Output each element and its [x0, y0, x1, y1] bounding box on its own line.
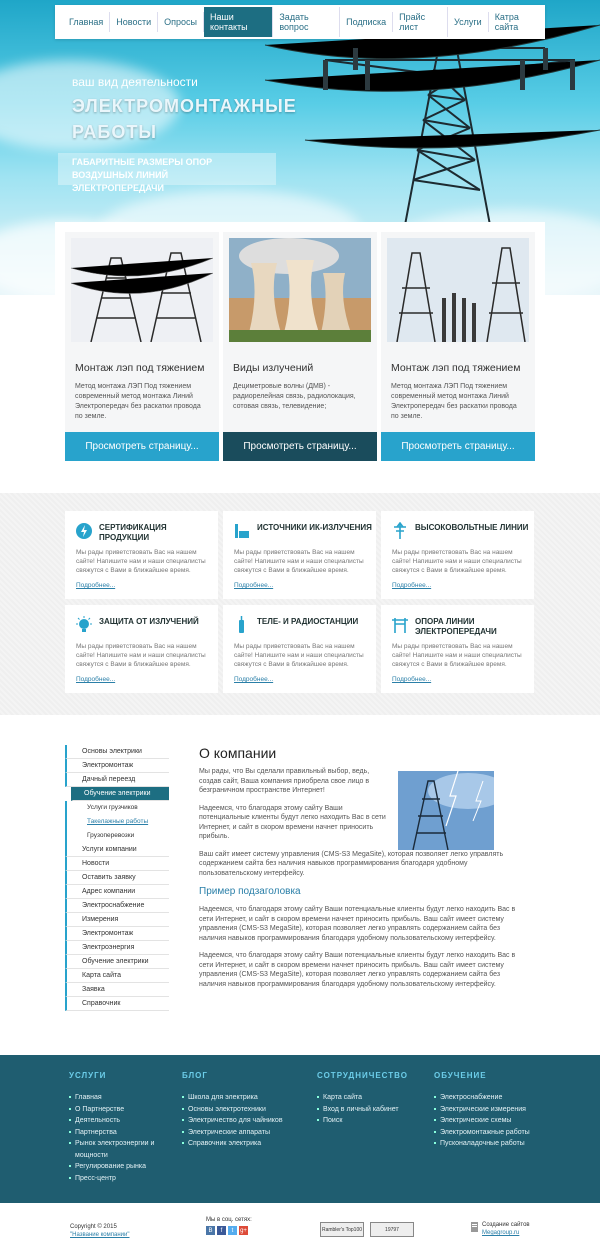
- hero-title: [72, 93, 297, 145]
- footer-link[interactable]: Пресс-центр: [69, 1173, 179, 1185]
- about-paragraph: Надеемся, что благодаря этому сайту Ваши потенциальные клиенты будут легко находить Вас в сети Интернет, и сайт в скором времени начнет приносить прибыль. Ваш сайт имеет систему управления (CMS-S3 MegaSite), которая позволяет легко управлять содержанием сайта без наличия навыков программирования благодаря удобному пользовательскому интерфейсу.: [199, 906, 516, 942]
- footer-link[interactable]: Справочник электрика: [182, 1138, 302, 1150]
- more-link[interactable]: Подробнее...: [234, 582, 274, 589]
- subheading: Пример подзаголовка: [199, 886, 301, 897]
- lightning-circle-icon: [75, 522, 93, 540]
- footer-link[interactable]: Электромонтажные работы: [434, 1127, 554, 1139]
- menu-item[interactable]: Опросы: [158, 12, 204, 32]
- bottom-bar: [0, 1203, 600, 1250]
- footer-link[interactable]: Карта сайта: [317, 1092, 427, 1104]
- sidebar-item[interactable]: Услуги грузчиков: [65, 801, 169, 815]
- service-title: ИСТОЧНИКИ ИК-ИЗЛУЧЕНИЯ: [257, 523, 372, 532]
- sidebar-item[interactable]: Обучение электрики: [71, 787, 169, 801]
- hero-subtitle: ваш вид деятельности: [72, 75, 198, 89]
- footer-col-blog: [182, 1071, 302, 1150]
- sidebar-item[interactable]: Электроснабжение: [65, 899, 169, 913]
- sidebar-item[interactable]: Заявка: [65, 983, 169, 997]
- sidebar-item[interactable]: Услуги компании: [65, 843, 169, 857]
- feature-card: [223, 232, 377, 458]
- view-page-button[interactable]: Просмотреть страницу...: [223, 432, 377, 461]
- more-link[interactable]: Подробнее...: [76, 676, 116, 683]
- card-title: Виды излучений: [233, 362, 314, 374]
- footer-link[interactable]: Электричество для чайников: [182, 1115, 302, 1127]
- more-link[interactable]: Подробнее...: [76, 582, 116, 589]
- megagroup-logo-icon: [470, 1221, 479, 1233]
- footer-col-training: [434, 1071, 554, 1150]
- menu-item[interactable]: Наши контакты: [204, 7, 273, 37]
- hero-title-line2: РАБОТЫ: [72, 122, 157, 142]
- footer-col-services: [69, 1071, 179, 1184]
- menu-item[interactable]: Главная: [63, 12, 110, 32]
- site-maker: [470, 1221, 530, 1237]
- about-paragraph: Надеемся, что благодаря этому сайту Ваши потенциальные клиенты будут легко находить Вас в сети Интернет, и сайт в скором времени начнет приносить прибыль.: [199, 804, 386, 840]
- footer-link[interactable]: Регулирование рынка: [69, 1161, 179, 1173]
- power-tower-image: [265, 20, 600, 225]
- footer-link[interactable]: Главная: [69, 1092, 179, 1104]
- card-text: Дециметровые волны (ДМВ) - радиорелейная связь, радиолокация, сотовая связь, телевидение;: [233, 383, 356, 410]
- feature-cards: [55, 222, 545, 472]
- sidebar-item[interactable]: Электромонтаж: [65, 927, 169, 941]
- copyright-text: Copyright © 2015: [70, 1224, 117, 1230]
- copyright: [70, 1223, 130, 1239]
- about-section: [199, 745, 524, 997]
- footer-col-cooperation: [317, 1071, 427, 1127]
- service-title: ЗАЩИТА ОТ ИЗЛУЧЕНИЙ: [99, 617, 199, 626]
- footer-heading: ОБУЧЕНИЕ: [434, 1071, 487, 1080]
- footer-link[interactable]: Вход в личный кабинет: [317, 1104, 427, 1116]
- facebook-icon[interactable]: f: [217, 1226, 226, 1235]
- bars-icon: [233, 522, 251, 540]
- twitter-icon[interactable]: t: [228, 1226, 237, 1235]
- menu-item[interactable]: Новости: [110, 12, 158, 32]
- social-label: Мы в соц. сетях:: [206, 1217, 252, 1223]
- sidebar-item[interactable]: Электроэнергия: [65, 941, 169, 955]
- service-box: [381, 511, 534, 599]
- card-image-pylons: [387, 238, 529, 342]
- hero-banner[interactable]: ГАБАРИТНЫЕ РАЗМЕРЫ ОПОР ВОЗДУШНЫХ ЛИНИЙ ЭЛЕКТРОПЕРЕДАЧИ: [58, 153, 276, 185]
- footer-heading: БЛОГ: [182, 1071, 208, 1080]
- service-text: Мы рады приветствовать Вас на нашем сайте! Напишите нам и наши специалисты свяжутся с Вами в ближайшее время.: [234, 643, 364, 668]
- tower-icon: [391, 522, 409, 540]
- footer-link[interactable]: Электрические измерения: [434, 1104, 554, 1116]
- more-link[interactable]: Подробнее...: [392, 582, 432, 589]
- sidebar-item[interactable]: Оставить заявку: [65, 871, 169, 885]
- sidebar-menu: [65, 745, 169, 1011]
- footer-link[interactable]: Поиск: [317, 1115, 427, 1127]
- feature-card: [381, 232, 535, 458]
- footer-heading: УСЛУГИ: [69, 1071, 107, 1080]
- card-title: Монтаж лэп под тяжением: [391, 362, 521, 374]
- service-text: Мы рады приветствовать Вас на нашем сайте! Напишите нам и наши специалисты свяжутся с Вами в ближайшее время.: [76, 549, 206, 574]
- footer-link[interactable]: Деятельность: [69, 1115, 179, 1127]
- social-icons: [206, 1226, 252, 1235]
- page-title: О компании: [199, 745, 277, 761]
- more-link[interactable]: Подробнее...: [392, 676, 432, 683]
- footer-link[interactable]: Партнерства: [69, 1127, 179, 1139]
- pylon-icon: [391, 616, 409, 634]
- maker-link[interactable]: Megagroup.ru: [482, 1230, 520, 1236]
- about-paragraph: Мы рады, что Вы сделали правильный выбор, ведь, создав сайт, Ваша компания приобрела свое лицо в безграничном пространстве Интернет!: [199, 768, 370, 794]
- menu-item[interactable]: Прайс лист: [393, 7, 448, 37]
- sidebar-item[interactable]: Измерения: [65, 913, 169, 927]
- service-box: [381, 605, 534, 693]
- sidebar-item[interactable]: Основы электрики: [65, 745, 169, 759]
- about-paragraph: Надеемся, что благодаря этому сайту Ваши потенциальные клиенты будут легко находить Вас в сети Интернет, и сайт в скором времени начнет приносить прибыль. Ваш сайт имеет систему управления (CMS-S3 MegaSite), которая позволяет легко управлять содержанием сайта без наличия навыков программирования благодаря удобному пользовательскому интерфейсу.: [199, 952, 516, 988]
- view-page-button[interactable]: Просмотреть страницу...: [65, 432, 219, 461]
- footer-link[interactable]: Электрические аппараты: [182, 1127, 302, 1139]
- counter-badge[interactable]: 19797: [370, 1222, 414, 1237]
- sidebar-item[interactable]: Карта сайта: [65, 969, 169, 983]
- footer-link[interactable]: Школа для электрика: [182, 1092, 302, 1104]
- sidebar-item[interactable]: Справочник: [65, 997, 169, 1011]
- footer-link[interactable]: Электрические схемы: [434, 1115, 554, 1127]
- antenna-icon: [233, 616, 251, 634]
- sidebar-item[interactable]: Дачный переезд: [65, 773, 169, 787]
- view-page-button[interactable]: Просмотреть страницу...: [381, 432, 535, 461]
- service-title: ТЕЛЕ- И РАДИОСТАНЦИИ: [257, 617, 359, 626]
- service-title: ОПОРА ЛИНИИ ЭЛЕКТРОПЕРЕДАЧИ: [415, 617, 497, 636]
- lightbulb-icon: [75, 616, 93, 634]
- card-image-cooling-towers: [229, 238, 371, 342]
- sidebar-item[interactable]: Электромонтаж: [65, 759, 169, 773]
- footer-heading: СОТРУДНИЧЕСТВО: [317, 1071, 408, 1080]
- service-title: ВЫСОКОВОЛЬТНЫЕ ЛИНИИ: [415, 523, 529, 532]
- service-box: [223, 605, 376, 693]
- footer-link[interactable]: Электроснабжение: [434, 1092, 554, 1104]
- more-link[interactable]: Подробнее...: [234, 676, 274, 683]
- menu-item[interactable]: Подписка: [340, 12, 393, 32]
- footer-link[interactable]: О Партнерстве: [69, 1104, 179, 1116]
- hero-title-line1: ЭЛЕКТРОМОНТАЖНЫЕ: [72, 96, 297, 116]
- top-menu: [55, 5, 545, 39]
- service-title: СЕРТИФИКАЦИЯ ПРОДУКЦИИ: [99, 523, 167, 542]
- footer-link[interactable]: Пусконаладочные работы: [434, 1138, 554, 1150]
- service-text: Мы рады приветствовать Вас на нашем сайте! Напишите нам и наши специалисты свяжутся с Вами в ближайшее время.: [76, 643, 206, 668]
- about-paragraph: Ваш сайт имеет систему управления (CMS-S3 MegaSite), которая позволяет легко управлять содержанием сайта без наличия навыков программирования благодаря удобному пользовательскому интерфейсу.: [199, 850, 504, 877]
- menu-item[interactable]: Катра сайта: [494, 12, 519, 32]
- service-text: Мы рады приветствовать Вас на нашем сайте! Напишите нам и наши специалисты свяжутся с Вами в ближайшее время.: [234, 549, 364, 574]
- menu-item[interactable]: Услуги: [448, 12, 489, 32]
- service-box: [223, 511, 376, 599]
- service-text: Мы рады приветствовать Вас на нашем сайте! Напишите нам и наши специалисты свяжутся с Вами в ближайшее время.: [392, 643, 522, 668]
- sidebar-item[interactable]: Адрес компании: [65, 885, 169, 899]
- card-image-powerlines: [71, 238, 213, 342]
- social-block: [206, 1217, 252, 1235]
- footer-link[interactable]: Рынок электроэнергии и мощности: [69, 1138, 179, 1161]
- card-text: Метод монтажа ЛЭП Под тяжением современный метод монтажа Линий Электропередач без раскатки провода по земле.: [75, 383, 201, 420]
- maker-label: Создание сайтов: [482, 1222, 530, 1228]
- sidebar-item[interactable]: Грузоперевозки: [65, 829, 169, 843]
- google-plus-icon[interactable]: g+: [240, 1227, 247, 1234]
- about-image-pylon-lightning: [398, 771, 494, 850]
- service-box: [65, 511, 218, 599]
- sidebar-item[interactable]: Такелажные работы: [65, 815, 169, 829]
- service-text: Мы рады приветствовать Вас на нашем сайте! Напишите нам и наши специалисты свяжутся с Вами в ближайшее время.: [392, 549, 522, 574]
- services-section: [0, 493, 600, 715]
- counter-badge[interactable]: Rambler's Top100: [320, 1222, 364, 1237]
- feature-card: [65, 232, 219, 458]
- card-title: Монтаж лэп под тяжением: [75, 362, 205, 374]
- footer-link[interactable]: Основы электротехники: [182, 1104, 302, 1116]
- sidebar-item[interactable]: Обучение электрики: [65, 955, 169, 969]
- menu-item[interactable]: Задать вопрос: [273, 7, 340, 37]
- sidebar-item[interactable]: Новости: [65, 857, 169, 871]
- service-box: [65, 605, 218, 693]
- company-link[interactable]: "Название компании": [70, 1232, 130, 1238]
- vk-icon[interactable]: В: [206, 1226, 215, 1235]
- footer: [0, 1055, 600, 1203]
- card-text: Метод монтажа ЛЭП Под тяжением современный метод монтажа Линий Электропередач без раскатки провода по земле.: [391, 383, 517, 420]
